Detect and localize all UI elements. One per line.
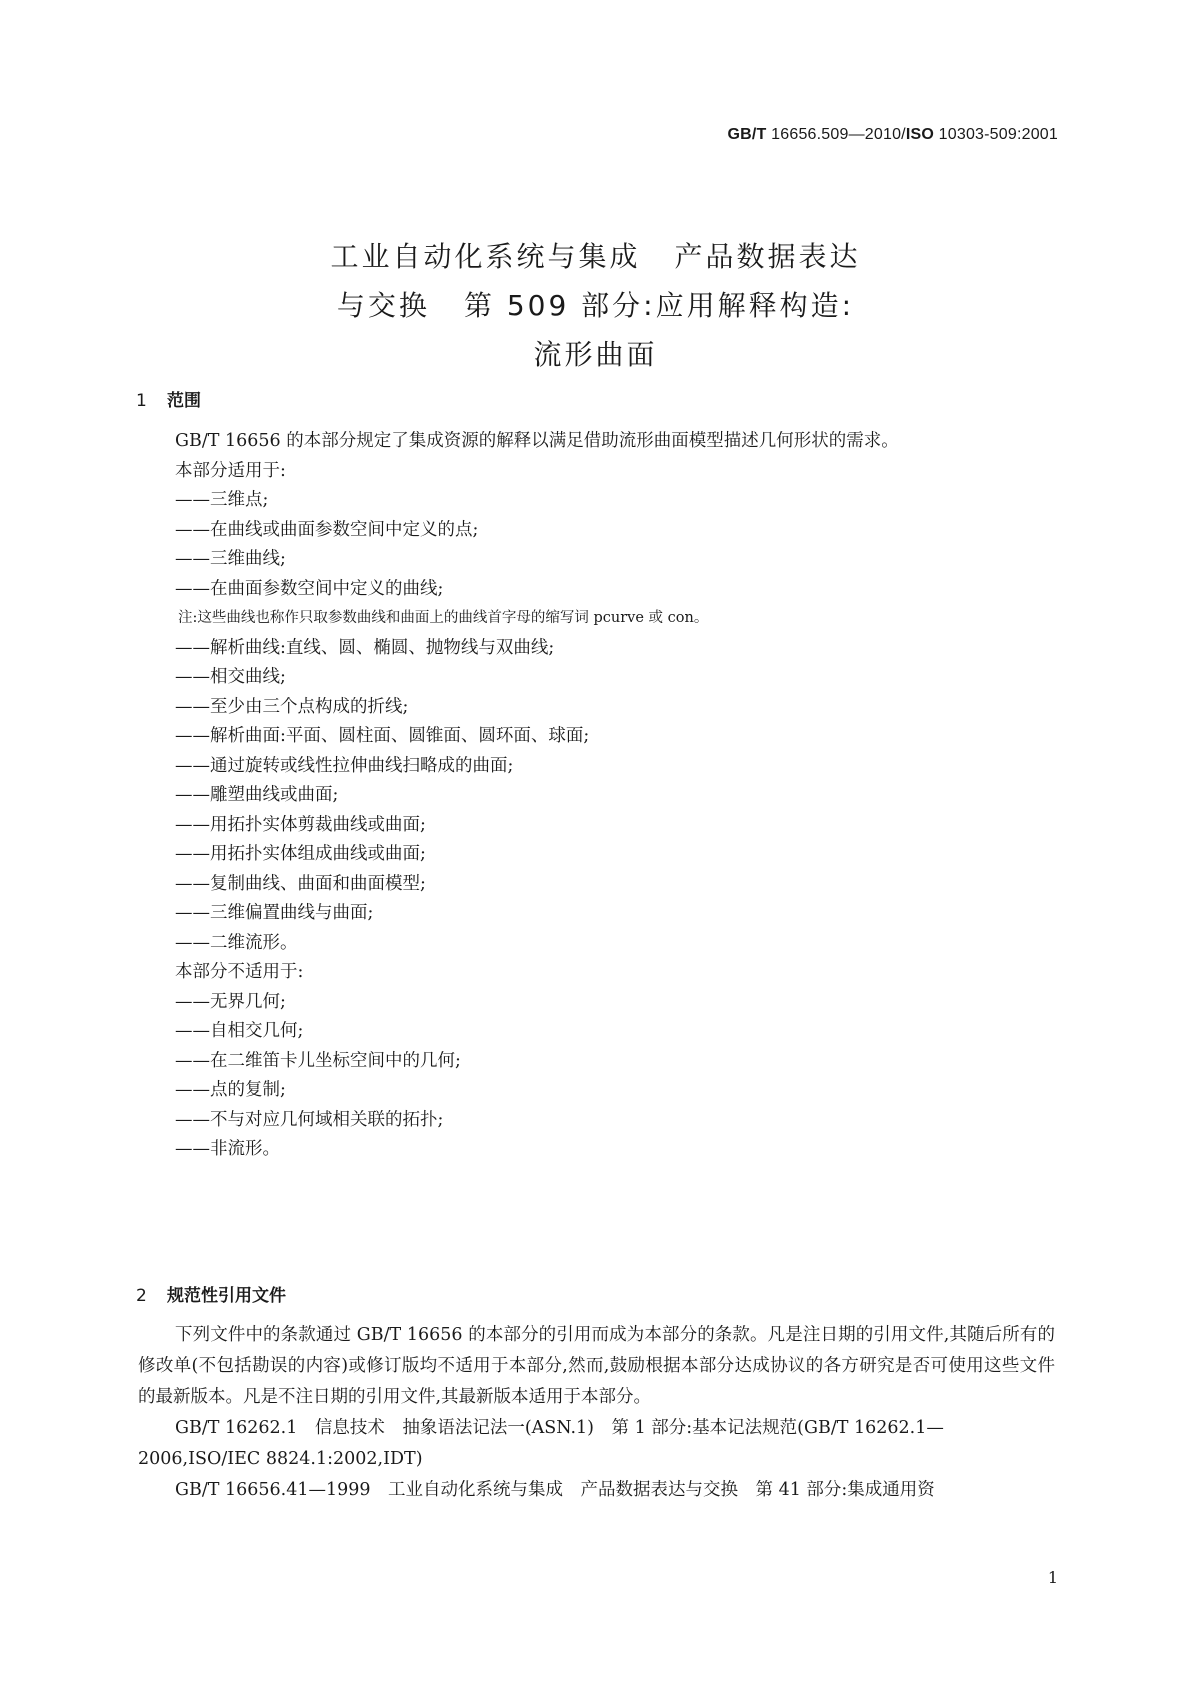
list-item: ——通过旋转或线性拉伸曲线扫略成的曲面; [175, 755, 514, 776]
standard-code: GB/T 16656.509—2010/ISO 10303-509:2001 [727, 126, 1058, 143]
list-item: ——至少由三个点构成的折线; [175, 696, 409, 717]
list-item: ——二维流形。 [175, 932, 298, 953]
applies-heading: 本部分适用于: [175, 460, 286, 481]
list-item: ——点的复制; [175, 1080, 286, 1100]
section-2-heading: 2 规范性引用文件 [136, 1286, 286, 1306]
list-item: ——用拓扑实体组成曲线或曲面; [175, 844, 426, 864]
list-item: ——复制曲线、曲面和曲面模型; [175, 873, 426, 894]
list-item: ——相交曲线; [175, 667, 286, 687]
title-line-3: 流形曲面 [533, 338, 658, 371]
note: 注:这些曲线也称作只取参数曲线和曲面上的曲线首字母的缩写词 pcurve 或 con。 [178, 610, 709, 626]
page-number: 1 [1047, 1568, 1058, 1587]
list-item: ——自相交几何; [175, 1021, 304, 1041]
normative-references-paragraph: 下列文件中的条款通过 GB/T 16656 的本部分的引用而成为本部分的条款。凡是注日期的引用文件,其随后所有的修改单(不包括勘误的内容)或修订版均不适用于本部分,然而,鼓励根据本部分达成协议的各方研究是否可使用这些文件的最新版本。凡是不注日期的引用文件,其最新版本适用于本部分。 [138, 1325, 1055, 1407]
list-item: ——无界几何; [175, 991, 286, 1012]
list-item: ——用拓扑实体剪裁曲线或曲面; [175, 814, 426, 835]
list-item: ——在曲线或曲面参数空间中定义的点; [175, 519, 479, 540]
list-item: ——解析曲线:直线、圆、椭圆、抛物线与双曲线; [175, 637, 555, 658]
scope-intro: GB/T 16656 的本部分规定了集成资源的解释以满足借助流形曲面模型描述几何形状的需求。 [175, 431, 899, 451]
section-2-body [138, 1320, 1055, 1506]
not-applies-heading: 本部分不适用于: [175, 962, 304, 982]
list-item: ——解析曲面:平面、圆柱面、圆锥面、圆环面、球面; [175, 726, 590, 746]
list-item: ——三维偏置曲线与曲面; [175, 903, 374, 923]
reference-entry: GB/T 16262.1 信息技术 抽象语法记法一(ASN.1) 第 1 部分:基本记法规范(GB/T 16262.1— [175, 1418, 944, 1438]
reference-entry-continuation: 2006,ISO/IEC 8824.1:2002,IDT) [138, 1449, 423, 1469]
list-item: ——雕塑曲线或曲面; [175, 785, 339, 805]
list-item: ——不与对应几何域相关联的拓扑; [175, 1109, 444, 1130]
title-line-1: 工业自动化系统与集成 产品数据表达 [330, 240, 861, 273]
list-item: ——三维曲线; [175, 549, 286, 569]
reference-entry: GB/T 16656.41—1999 工业自动化系统与集成 产品数据表达与交换 第 41 部分:集成通用资 [175, 1480, 935, 1500]
document-title [0, 232, 1191, 379]
section-1-heading: 1 范围 [136, 391, 201, 411]
list-item: ——三维点; [175, 490, 269, 510]
section-1-body [175, 427, 1055, 1165]
title-line-2: 与交换 第 509 部分:应用解释构造: [336, 289, 855, 322]
list-item: ——在曲面参数空间中定义的曲线; [175, 578, 444, 599]
list-item: ——在二维笛卡儿坐标空间中的几何; [175, 1050, 461, 1071]
list-item: ——非流形。 [175, 1139, 280, 1159]
